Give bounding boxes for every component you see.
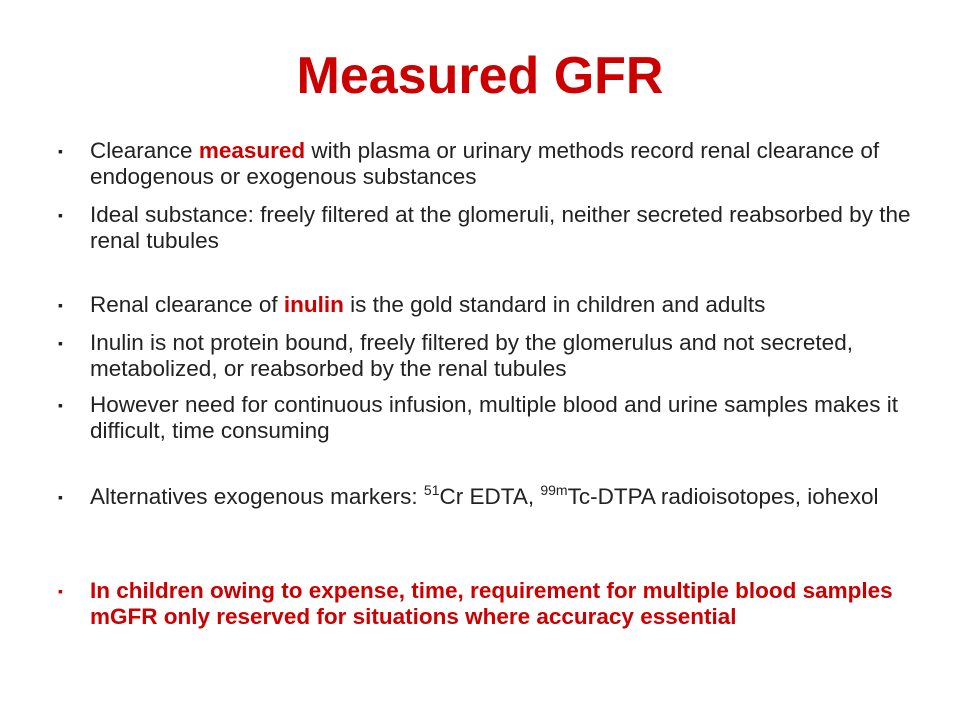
bullet-text-part: Renal clearance of: [90, 292, 284, 317]
bullet-text-part: Tc-DTPA radioisotopes, iohexol: [567, 484, 879, 509]
bullet-text-part: is the gold standard in children and adults: [343, 292, 766, 317]
bullet-text-part: Cr EDTA,: [439, 484, 541, 509]
bullet-marker: ▪: [58, 397, 63, 413]
bullet-text: [90, 292, 918, 318]
bullet-marker: ▪: [58, 489, 63, 505]
bullet-text: In children owing to expense, time, requirement for multiple blood samples mGFR only reserved for situations where accuracy essential: [90, 578, 893, 629]
bullet-text: Inulin is not protein bound, freely filtered by the glomerulus and not secreted, metabolized, or reabsorbed by the renal tubules: [90, 330, 853, 381]
highlight-text: inulin: [283, 292, 344, 317]
bullet-marker: ▪: [58, 207, 63, 223]
bullet-text: [90, 484, 918, 510]
isotope-superscript: 51: [423, 482, 440, 498]
bullet-marker: ▪: [58, 335, 63, 351]
bullet-marker: ▪: [58, 297, 63, 313]
slide-title: Measured GFR: [296, 47, 664, 105]
bullet-text: However need for continuous infusion, multiple blood and urine samples makes it difficult, time consuming: [90, 392, 898, 443]
bullet-text-part: Alternatives exogenous markers:: [90, 484, 424, 509]
bullet-text-part: with plasma or urinary methods record renal clearance of endogenous or exogenous substances: [90, 138, 880, 189]
isotope-superscript: 99m: [540, 482, 568, 498]
bullet-marker: ▪: [58, 143, 63, 159]
bullet-text: Ideal substance: freely filtered at the glomeruli, neither secreted reabsorbed by the renal tubules: [90, 202, 911, 253]
bullet-text-part: Clearance: [90, 138, 199, 163]
bullet-marker: ▪: [58, 583, 63, 599]
bullet-text: [90, 138, 918, 190]
highlight-text: measured: [198, 138, 306, 163]
